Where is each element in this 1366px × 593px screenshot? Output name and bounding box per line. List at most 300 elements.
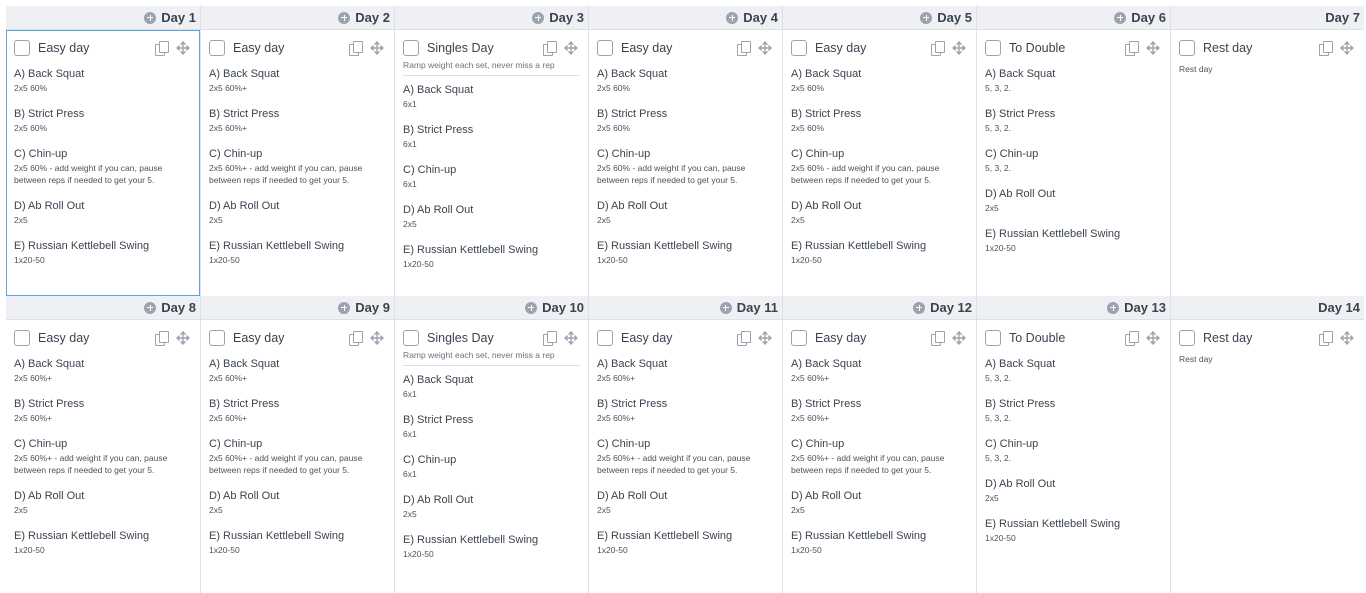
workout-card[interactable] <box>201 320 394 593</box>
day-label: Day 4 <box>743 10 778 25</box>
workout-title-row <box>1179 38 1356 58</box>
exercise-name: B) Strict Press <box>597 108 668 120</box>
exercise-name: C) Chin-up <box>791 438 845 450</box>
day-header <box>977 296 1170 320</box>
plus-circle-icon[interactable] <box>532 12 544 24</box>
copy-icon[interactable] <box>349 41 362 55</box>
exercise-detail: 2x5 60% <box>14 123 48 133</box>
exercise-detail: 2x5 <box>597 505 611 515</box>
exercise-name: E) Russian Kettlebell Swing <box>597 530 733 542</box>
day-header <box>589 6 782 30</box>
day-header <box>783 6 976 30</box>
exercise-detail: 1x20-50 <box>209 545 240 555</box>
exercise-item <box>209 490 386 516</box>
exercise-item <box>597 148 774 186</box>
day-header <box>201 296 394 320</box>
exercise-name: A) Back Squat <box>985 358 1056 370</box>
day-label: Day 2 <box>355 10 390 25</box>
workout-card[interactable] <box>1171 30 1364 296</box>
exercise-item <box>791 398 968 424</box>
plus-circle-icon[interactable] <box>525 302 537 314</box>
exercise-detail: 2x5 60%+ <box>14 413 53 423</box>
move-arrows-icon[interactable] <box>758 331 772 345</box>
exercise-detail: 6x1 <box>403 179 417 189</box>
move-arrows-icon[interactable] <box>1340 331 1354 345</box>
day-header <box>1171 6 1364 30</box>
day-cell[interactable] <box>782 296 976 593</box>
exercise-name: D) Ab Roll Out <box>597 490 668 502</box>
exercise-detail: 2x5 <box>403 219 417 229</box>
exercise-name: C) Chin-up <box>597 148 651 160</box>
exercise-detail: 2x5 60%+ <box>209 123 248 133</box>
copy-icon[interactable] <box>349 331 362 345</box>
copy-icon[interactable] <box>737 331 750 345</box>
exercise-detail: 1x20-50 <box>14 545 45 555</box>
exercise-name: C) Chin-up <box>597 438 651 450</box>
exercise-detail: 2x5 60% - add weight if you can, pause between reps if needed to get your 5. <box>791 163 940 185</box>
day-cell[interactable] <box>200 296 394 593</box>
plus-circle-icon[interactable] <box>1114 12 1126 24</box>
exercise-item <box>403 164 580 190</box>
exercise-item <box>403 494 580 520</box>
exercise-item <box>14 530 192 556</box>
workout-card[interactable] <box>201 30 394 296</box>
exercise-item <box>209 68 386 94</box>
exercise-detail: 2x5 60%+ <box>14 373 53 383</box>
exercise-item <box>597 240 774 266</box>
exercise-name: B) Strict Press <box>791 108 862 120</box>
exercise-name: C) Chin-up <box>403 454 457 466</box>
exercise-detail: 2x5 60%+ <box>597 413 636 423</box>
exercise-detail: 5, 3, 2. <box>985 83 1011 93</box>
exercise-name: C) Chin-up <box>791 148 845 160</box>
week-row <box>6 6 1364 296</box>
exercise-item <box>597 490 774 516</box>
card-actions <box>155 41 190 55</box>
day-label: Day 14 <box>1318 300 1360 315</box>
day-label: Day 10 <box>542 300 584 315</box>
exercise-item <box>985 148 1162 174</box>
complete-checkbox[interactable] <box>985 330 1001 346</box>
exercise-name: E) Russian Kettlebell Swing <box>985 518 1121 530</box>
exercise-item <box>14 358 192 384</box>
exercise-name: B) Strict Press <box>403 414 474 426</box>
copy-icon[interactable] <box>155 41 168 55</box>
exercise-item <box>597 398 774 424</box>
exercise-name: A) Back Squat <box>14 358 85 370</box>
card-actions <box>737 41 772 55</box>
exercise-name: C) Chin-up <box>209 438 263 450</box>
day-label: Day 11 <box>736 300 778 315</box>
workout-title-row <box>14 38 192 58</box>
exercise-name: D) Ab Roll Out <box>791 200 862 212</box>
card-actions <box>1125 41 1160 55</box>
exercise-name: B) Strict Press <box>403 124 474 136</box>
exercise-name: D) Ab Roll Out <box>14 200 85 212</box>
exercise-item <box>403 414 580 440</box>
exercise-name: E) Russian Kettlebell Swing <box>597 240 733 252</box>
exercise-detail: 2x5 60% - add weight if you can, pause between reps if needed to get your 5. <box>14 163 163 185</box>
exercise-item <box>985 358 1162 384</box>
exercise-item <box>209 438 386 476</box>
workout-title-row <box>209 38 386 58</box>
move-arrows-icon[interactable] <box>176 331 190 345</box>
exercise-name: A) Back Squat <box>597 358 668 370</box>
copy-icon[interactable] <box>1319 41 1332 55</box>
day-cell[interactable] <box>6 6 200 296</box>
plus-circle-icon[interactable] <box>920 12 932 24</box>
day-label: Day 3 <box>549 10 584 25</box>
card-actions <box>543 331 578 345</box>
exercise-item <box>791 530 968 556</box>
workout-card[interactable] <box>589 320 782 593</box>
exercise-name: A) Back Squat <box>985 68 1056 80</box>
exercise-item <box>14 200 192 226</box>
exercise-detail: 2x5 60% <box>597 83 631 93</box>
exercise-name: A) Back Squat <box>403 84 474 96</box>
exercise-detail: 2x5 60% <box>597 123 631 133</box>
exercise-detail: 2x5 <box>597 215 611 225</box>
exercise-item <box>403 124 580 150</box>
workout-title: Easy day <box>815 331 867 345</box>
exercise-detail: 5, 3, 2. <box>985 373 1011 383</box>
exercise-detail: 6x1 <box>403 469 417 479</box>
move-arrows-icon[interactable] <box>1146 331 1160 345</box>
exercise-item <box>209 530 386 556</box>
copy-icon[interactable] <box>1125 41 1138 55</box>
exercise-item <box>985 398 1162 424</box>
exercise-detail: 1x20-50 <box>791 545 822 555</box>
move-arrows-icon[interactable] <box>1340 41 1354 55</box>
day-cell[interactable] <box>976 6 1170 296</box>
exercise-detail: 1x20-50 <box>985 243 1016 253</box>
exercise-item <box>403 204 580 230</box>
workout-title-row <box>791 328 968 348</box>
card-actions <box>931 331 966 345</box>
card-actions <box>931 41 966 55</box>
exercise-detail: 6x1 <box>403 99 417 109</box>
exercise-name: B) Strict Press <box>791 398 862 410</box>
day-cell[interactable] <box>6 296 200 593</box>
exercise-item <box>14 68 192 94</box>
copy-icon[interactable] <box>1125 331 1138 345</box>
copy-icon[interactable] <box>155 331 168 345</box>
workout-note: Ramp weight each set, never miss a rep <box>403 60 580 76</box>
move-arrows-icon[interactable] <box>564 41 578 55</box>
exercise-detail: 2x5 60%+ - add weight if you can, pause between reps if needed to get your 5. <box>14 453 168 475</box>
move-arrows-icon[interactable] <box>1146 41 1160 55</box>
exercise-name: D) Ab Roll Out <box>209 200 280 212</box>
exercise-item <box>985 438 1162 464</box>
exercise-item <box>209 398 386 424</box>
workout-title: Singles Day <box>427 41 494 55</box>
exercise-item <box>597 438 774 476</box>
exercise-item <box>209 148 386 186</box>
workout-card[interactable] <box>395 30 588 296</box>
exercise-item <box>791 240 968 266</box>
plus-circle-icon[interactable] <box>1107 302 1119 314</box>
day-cell[interactable] <box>976 296 1170 593</box>
move-arrows-icon[interactable] <box>758 41 772 55</box>
workout-title-row <box>14 328 192 348</box>
exercise-detail: 2x5 <box>985 493 999 503</box>
exercise-name: C) Chin-up <box>985 438 1039 450</box>
move-arrows-icon[interactable] <box>176 41 190 55</box>
exercise-name: D) Ab Roll Out <box>985 478 1056 490</box>
exercise-item <box>597 530 774 556</box>
exercise-name: A) Back Squat <box>791 358 862 370</box>
day-header <box>977 6 1170 30</box>
complete-checkbox[interactable] <box>597 40 613 56</box>
exercise-item <box>403 374 580 400</box>
workout-title: Easy day <box>621 41 673 55</box>
exercise-item <box>209 358 386 384</box>
exercise-item <box>14 438 192 476</box>
exercise-name: B) Strict Press <box>209 398 280 410</box>
complete-checkbox[interactable] <box>791 330 807 346</box>
complete-checkbox[interactable] <box>14 330 30 346</box>
day-label: Day 12 <box>930 300 972 315</box>
exercise-detail: 1x20-50 <box>403 549 434 559</box>
workout-title-row <box>597 328 774 348</box>
exercise-item <box>597 108 774 134</box>
workout-card[interactable] <box>1171 320 1364 593</box>
workout-card[interactable] <box>783 320 976 593</box>
exercise-name: B) Strict Press <box>985 398 1056 410</box>
workout-title-row <box>209 328 386 348</box>
day-header <box>6 296 200 320</box>
day-header <box>395 6 588 30</box>
exercise-name: D) Ab Roll Out <box>403 204 474 216</box>
exercise-item <box>791 200 968 226</box>
exercise-name: A) Back Squat <box>209 358 280 370</box>
complete-checkbox[interactable] <box>14 40 30 56</box>
workout-title: Easy day <box>38 331 90 345</box>
card-actions <box>349 331 384 345</box>
day-header <box>783 296 976 320</box>
plus-circle-icon[interactable] <box>338 12 350 24</box>
complete-checkbox[interactable] <box>403 330 419 346</box>
plus-circle-icon[interactable] <box>720 302 732 314</box>
exercise-name: D) Ab Roll Out <box>985 188 1056 200</box>
exercise-name: D) Ab Roll Out <box>597 200 668 212</box>
exercise-item <box>791 68 968 94</box>
day-cell[interactable] <box>588 296 782 593</box>
exercise-detail: 1x20-50 <box>597 545 628 555</box>
move-arrows-icon[interactable] <box>564 331 578 345</box>
complete-checkbox[interactable] <box>1179 330 1195 346</box>
day-cell[interactable] <box>1170 296 1364 593</box>
day-label: Day 13 <box>1124 300 1166 315</box>
exercise-item <box>14 108 192 134</box>
exercise-item <box>985 108 1162 134</box>
workout-title: Rest day <box>1203 41 1253 55</box>
plus-circle-icon[interactable] <box>144 302 156 314</box>
exercise-detail: 2x5 <box>209 505 223 515</box>
exercise-item <box>985 518 1162 544</box>
exercise-name: A) Back Squat <box>14 68 85 80</box>
exercise-item <box>597 200 774 226</box>
workout-title: Easy day <box>621 331 673 345</box>
copy-icon[interactable] <box>737 41 750 55</box>
exercise-detail: 2x5 60%+ <box>209 373 248 383</box>
complete-checkbox[interactable] <box>209 40 225 56</box>
exercise-name: B) Strict Press <box>985 108 1056 120</box>
exercise-detail: 2x5 <box>14 505 28 515</box>
exercise-detail: 1x20-50 <box>403 259 434 269</box>
plus-circle-icon[interactable] <box>913 302 925 314</box>
day-header <box>589 296 782 320</box>
exercise-item <box>791 108 968 134</box>
complete-checkbox[interactable] <box>985 40 1001 56</box>
complete-checkbox[interactable] <box>209 330 225 346</box>
exercise-name: C) Chin-up <box>14 148 68 160</box>
exercise-name: A) Back Squat <box>791 68 862 80</box>
exercise-detail: 1x20-50 <box>209 255 240 265</box>
exercise-detail: 2x5 60% <box>791 123 825 133</box>
complete-checkbox[interactable] <box>403 40 419 56</box>
card-actions <box>1319 41 1354 55</box>
exercise-detail: 5, 3, 2. <box>985 163 1011 173</box>
exercise-detail: 2x5 60%+ - add weight if you can, pause between reps if needed to get your 5. <box>791 453 945 475</box>
exercise-detail: 2x5 <box>985 203 999 213</box>
exercise-item <box>403 244 580 270</box>
copy-icon[interactable] <box>543 41 556 55</box>
exercise-name: C) Chin-up <box>403 164 457 176</box>
workout-card[interactable] <box>395 320 588 593</box>
complete-checkbox[interactable] <box>1179 40 1195 56</box>
exercise-detail: 6x1 <box>403 139 417 149</box>
complete-checkbox[interactable] <box>791 40 807 56</box>
day-cell[interactable] <box>782 6 976 296</box>
workout-card[interactable] <box>6 30 200 296</box>
workout-title-row <box>985 328 1162 348</box>
exercise-name: B) Strict Press <box>14 108 85 120</box>
exercise-name: E) Russian Kettlebell Swing <box>403 244 539 256</box>
copy-icon[interactable] <box>931 41 944 55</box>
day-cell[interactable] <box>394 296 588 593</box>
exercise-item <box>791 490 968 516</box>
workout-card[interactable] <box>589 30 782 296</box>
exercise-name: D) Ab Roll Out <box>403 494 474 506</box>
card-actions <box>155 331 190 345</box>
move-arrows-icon[interactable] <box>370 41 384 55</box>
exercise-item <box>985 228 1162 254</box>
exercise-detail: 2x5 <box>403 509 417 519</box>
exercise-name: C) Chin-up <box>14 438 68 450</box>
exercise-detail: 6x1 <box>403 429 417 439</box>
day-label: Day 8 <box>161 300 196 315</box>
day-header <box>395 296 588 320</box>
day-cell[interactable] <box>588 6 782 296</box>
day-label: Day 5 <box>937 10 972 25</box>
exercise-detail: 2x5 60%+ <box>791 413 830 423</box>
exercise-name: E) Russian Kettlebell Swing <box>791 240 927 252</box>
card-actions <box>737 331 772 345</box>
exercise-item <box>403 534 580 560</box>
exercise-detail: 2x5 <box>791 215 805 225</box>
card-actions <box>1125 331 1160 345</box>
workout-title: Easy day <box>233 41 285 55</box>
exercise-name: E) Russian Kettlebell Swing <box>14 530 150 542</box>
exercise-name: E) Russian Kettlebell Swing <box>209 240 345 252</box>
card-actions <box>349 41 384 55</box>
rest-day-text: Rest day <box>1179 354 1213 364</box>
copy-icon[interactable] <box>1319 331 1332 345</box>
workout-card[interactable] <box>977 30 1170 296</box>
workout-title: To Double <box>1009 41 1066 55</box>
exercise-item <box>403 84 580 110</box>
exercise-detail: 1x20-50 <box>791 255 822 265</box>
exercise-item <box>14 148 192 186</box>
plus-circle-icon[interactable] <box>726 12 738 24</box>
exercise-detail: 1x20-50 <box>14 255 45 265</box>
exercise-item <box>209 200 386 226</box>
exercise-item <box>985 188 1162 214</box>
exercise-detail: 1x20-50 <box>597 255 628 265</box>
move-arrows-icon[interactable] <box>952 331 966 345</box>
copy-icon[interactable] <box>543 331 556 345</box>
exercise-detail: 1x20-50 <box>985 533 1016 543</box>
workout-card[interactable] <box>6 320 200 593</box>
day-label: Day 6 <box>1131 10 1166 25</box>
day-label: Day 9 <box>355 300 390 315</box>
rest-day-text: Rest day <box>1179 64 1213 74</box>
exercise-detail: 2x5 60% <box>791 83 825 93</box>
workout-title-row <box>985 38 1162 58</box>
exercise-detail: 2x5 <box>209 215 223 225</box>
exercise-item <box>14 398 192 424</box>
copy-icon[interactable] <box>931 331 944 345</box>
plus-circle-icon[interactable] <box>144 12 156 24</box>
exercise-name: B) Strict Press <box>14 398 85 410</box>
exercise-name: E) Russian Kettlebell Swing <box>791 530 927 542</box>
day-header <box>201 6 394 30</box>
exercise-detail: 2x5 60%+ <box>209 413 248 423</box>
exercise-name: D) Ab Roll Out <box>209 490 280 502</box>
exercise-item <box>985 68 1162 94</box>
exercise-item <box>14 240 192 266</box>
day-cell[interactable] <box>1170 6 1364 296</box>
exercise-detail: 2x5 <box>791 505 805 515</box>
workout-title-row <box>403 328 580 348</box>
move-arrows-icon[interactable] <box>370 331 384 345</box>
exercise-name: C) Chin-up <box>209 148 263 160</box>
workout-title-row <box>597 38 774 58</box>
plus-circle-icon[interactable] <box>338 302 350 314</box>
complete-checkbox[interactable] <box>597 330 613 346</box>
day-cell[interactable] <box>200 6 394 296</box>
exercise-detail: 2x5 60%+ - add weight if you can, pause between reps if needed to get your 5. <box>209 453 363 475</box>
exercise-detail: 2x5 60%+ - add weight if you can, pause between reps if needed to get your 5. <box>597 453 751 475</box>
workout-card[interactable] <box>783 30 976 296</box>
workout-card[interactable] <box>977 320 1170 593</box>
workout-title: Rest day <box>1203 331 1253 345</box>
workout-title-row <box>1179 328 1356 348</box>
exercise-item <box>791 358 968 384</box>
training-calendar <box>6 6 1364 593</box>
day-cell[interactable] <box>394 6 588 296</box>
exercise-item <box>209 108 386 134</box>
exercise-name: A) Back Squat <box>209 68 280 80</box>
exercise-detail: 5, 3, 2. <box>985 453 1011 463</box>
move-arrows-icon[interactable] <box>952 41 966 55</box>
workout-title: Easy day <box>233 331 285 345</box>
exercise-item <box>403 454 580 480</box>
exercise-item <box>14 490 192 516</box>
exercise-item <box>985 478 1162 504</box>
exercise-detail: 6x1 <box>403 389 417 399</box>
